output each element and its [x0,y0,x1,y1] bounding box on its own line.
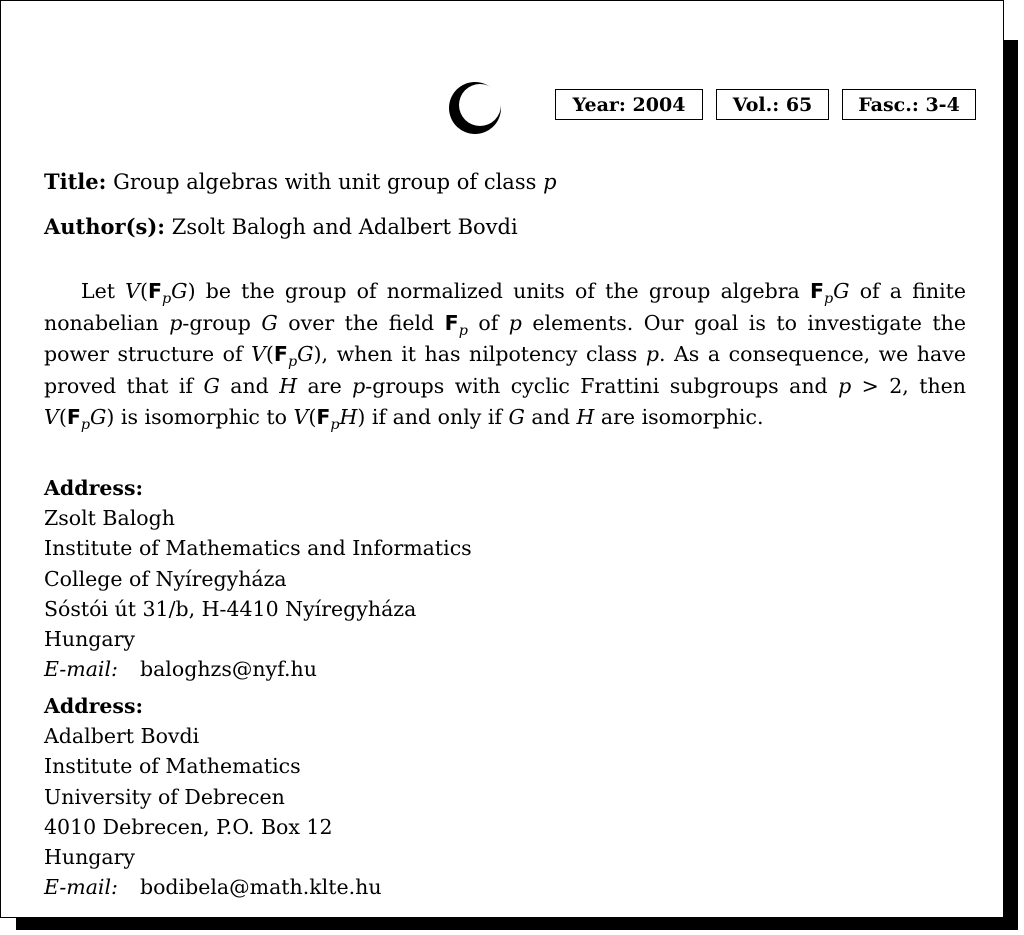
year-box: Year: 2004 [555,89,703,120]
address-line: Sóstói út 31/b, H-4410 Nyíregyháza [44,596,417,621]
email-address[interactable]: bodibela@math.klte.hu [139,875,382,900]
volume-box: Vol.: 65 [716,89,829,120]
email-label: E-mail: [44,657,118,682]
title-line [44,169,557,194]
journal-logo-icon [447,80,503,136]
email-label: E-mail: [44,875,118,900]
title-label: Title: [44,169,107,194]
email-address[interactable]: baloghzs@nyf.hu [139,657,317,682]
address-line: 4010 Debrecen, P.O. Box 12 [44,814,333,839]
address-line: University of Debrecen [44,784,285,809]
address-line: Hungary [44,627,136,652]
address-line: Zsolt Balogh [44,506,175,531]
author-line [44,214,518,239]
address-label: Address: [44,694,144,718]
address-line: Hungary [44,845,136,870]
address-line: Adalbert Bovdi [44,724,200,749]
address-line: Institute of Mathematics and Informatics [44,536,472,561]
paper-title: Group algebras with unit group of class p [113,170,557,194]
address-block-2 [44,691,382,902]
email-line [44,654,472,684]
email-line [44,872,382,902]
address-line: College of Nyíregyháza [44,566,287,591]
author-names: Zsolt Balogh and Adalbert Bovdi [171,215,518,239]
address-label: Address: [44,476,144,500]
author-label: Author(s): [44,214,166,239]
address-block-1 [44,473,472,684]
abstract-text: Let $V(F_pG)$ be the group of normalized units of the group algebra $F_pG$ of a finite nonabelian p-group G over the field $F_p$ of p elements. Our goal is to investigate the power structure of $V(F_pG)$, when it has nilpotency class p. As a consequence, we have proved that if G and H are p-groups with cyclic Frattini subgroups and p > 2, then $V(F_pG)$ is isomorphic to $V(F_pH)$ if and only if G and H are isomorphic. [44,279,967,434]
fascicle-box: Fasc.: 3-4 [842,89,976,120]
address-line: Institute of Mathematics [44,754,301,779]
